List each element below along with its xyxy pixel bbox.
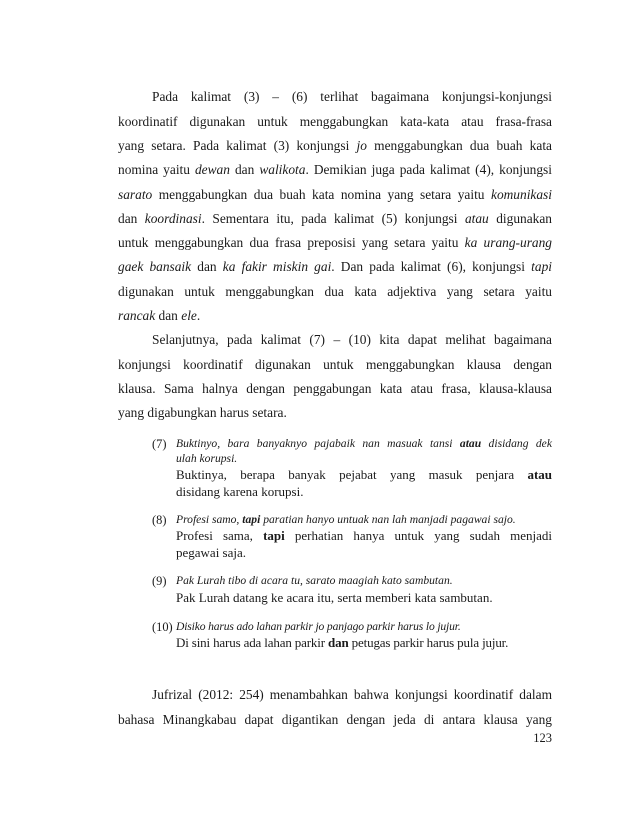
example-9-number: (9) — [152, 574, 167, 588]
p2-line-1: Selanjutnya, pada kalimat (7) – (10) kita dapat melihat bagaimana — [152, 332, 552, 347]
p1-line-2: koordinatif digunakan untuk menggabungkan kata-kata atau frasa-frasa — [118, 114, 552, 129]
example-8-translation-line-1: Profesi sama, tapi perhatian hanya untuk yang sudah menjadi — [176, 528, 553, 543]
p1-line-10: rancak dan ele. — [118, 308, 201, 323]
example-7-source-line-1: Buktinyo, bara banyaknyo pajabaik nan masuak tansi atau disidang dek — [176, 437, 552, 450]
example-8-translation-line-2: pegawai saja. — [176, 545, 247, 560]
example-8-source-line-1: Profesi samo, tapi paratian hanyo untuak nan lah manjadi pagawai sajo. — [176, 513, 516, 526]
example-7-source-line-2: ulah korupsi. — [176, 452, 238, 465]
example-10-source-line-1: Disiko harus ado lahan parkir jo panjago parkir harus lo jujur. — [176, 620, 461, 633]
example-10-number: (10) — [152, 620, 173, 634]
example-7-translation-line-2: disidang karena korupsi. — [176, 484, 304, 499]
example-8-number: (8) — [152, 513, 167, 527]
example-10-translation-line-1: Di sini harus ada lahan parkir dan petugas parkir harus pula jujur. — [176, 635, 509, 650]
example-9-source-line-1: Pak Lurah tibo di acara tu, sarato maagiah kato sambutan. — [176, 574, 453, 587]
p1-line-5: sarato menggabungkan dua buah kata nomina yang setara yaitu komunikasi — [118, 187, 552, 202]
p2-line-3: klausa. Sama halnya dengan penggabungan kata atau frasa, klausa-klausa — [118, 381, 552, 396]
p1-line-1: Pada kalimat (3) – (6) terlihat bagaimana konjungsi-konjungsi — [152, 89, 552, 104]
p1-line-9: digunakan untuk menggabungkan dua kata adjektiva yang setara yaitu — [118, 284, 552, 299]
example-9-translation-line-1: Pak Lurah datang ke acara itu, serta memberi kata sambutan. — [176, 590, 493, 605]
example-7-number: (7) — [152, 437, 167, 451]
p1-line-7: untuk menggabungkan dua frasa preposisi yang setara yaitu ka urang-urang — [118, 235, 552, 250]
p3-line-2: bahasa Minangkabau dapat digantikan dengan jeda di antara klausa yang — [118, 712, 552, 727]
p1-line-3: yang setara. Pada kalimat (3) konjungsi jo menggabungkan dua buah kata — [118, 138, 552, 153]
p1-line-4: nomina yaitu dewan dan walikota. Demikian juga pada kalimat (4), konjungsi — [118, 162, 552, 177]
page-number: 123 — [533, 731, 552, 745]
p1-line-6: dan koordinasi. Sementara itu, pada kalimat (5) konjungsi atau digunakan — [118, 211, 552, 226]
example-7-translation-line-1: Buktinya, berapa banyak pejabat yang masuk penjara atau — [176, 467, 553, 482]
p2-line-2: konjungsi koordinatif digunakan untuk menggabungkan klausa dengan — [118, 357, 552, 372]
p3-line-1: Jufrizal (2012: 254) menambahkan bahwa konjungsi koordinatif dalam — [152, 687, 552, 702]
p1-line-8: gaek bansaik dan ka fakir miskin gai. Dan pada kalimat (6), konjungsi tapi — [118, 259, 553, 274]
p2-line-4: yang digabungkan harus setara. — [118, 405, 287, 420]
